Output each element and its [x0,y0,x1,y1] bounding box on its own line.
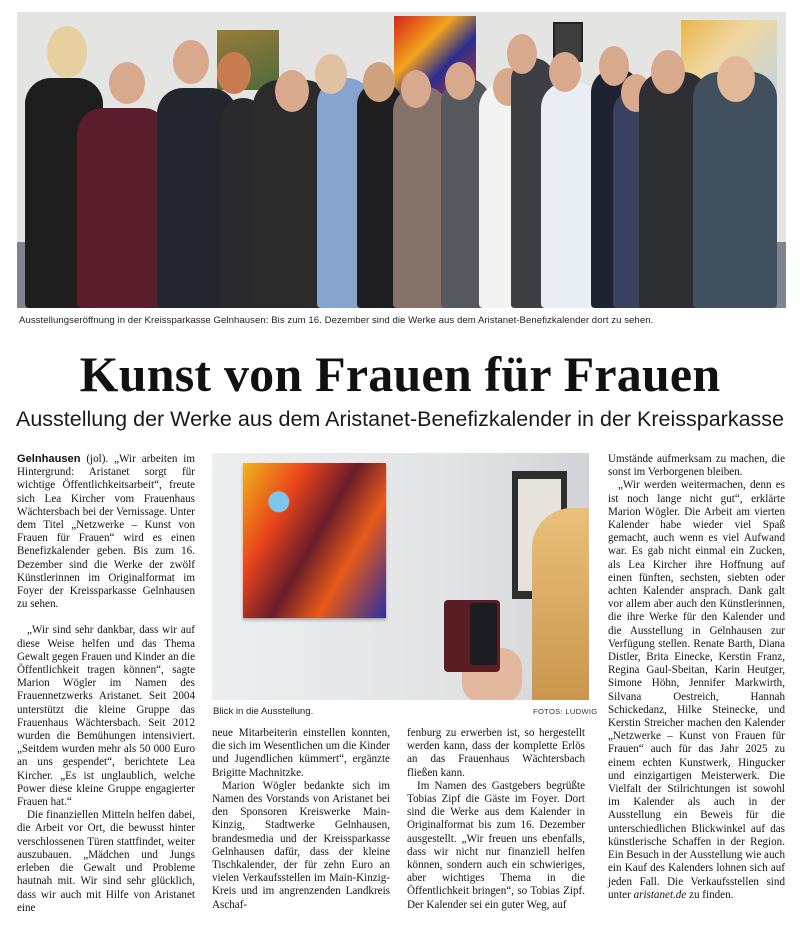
person-head [275,70,309,112]
person-head [401,70,431,108]
photo-caption: Blick in die Ausstellung. [213,706,314,717]
visitor-hair [532,508,589,700]
paragraph-text: zu finden. [686,888,734,901]
dateline: Gelnhausen [17,453,81,465]
person-head [445,62,475,100]
person-head [549,52,581,92]
paragraph: fenburg zu erwerben ist, so hergestellt werden kann, dass der komplette Erlös an das Frauenhaus Wächtersbach fließen kann. [407,727,585,779]
paragraph: Die finanziellen Mitteln helfen dabei, die Arbeit vor Ort, die bewusst hinter verschlossenen Türen stattfindet, weiter auszubauen. „Mädchen und Jungs erleben die Gewalt und Probleme hautnah mit. Wir sind sehr glücklich, dass wir auch mit Hilfe von Aristanet eine [17,809,195,914]
paragraph [608,479,785,902]
person-head [315,54,347,94]
person-head [651,50,685,94]
abstract-painting [243,463,386,618]
person-head [217,52,251,94]
paragraph: Marion Wögler bedankte sich im Namen des Vorstands von Aristanet bei den Sponsoren Kreiswerke Main-Kinzig, Stadtwerke Gelnhausen, brandesmedia und der Kreissparkasse Gelnhausen dafür, dass der kleine Tischkalender, der für zehn Euro an vielen Verkaufsstellen im Main-Kinzig-Kreis und im angrenzenden Landkreis Aschaf- [212,779,390,911]
headline: Kunst von Frauen für Frauen [79,346,721,402]
paragraph: Umstände aufmerksam zu machen, die sonst im Verborgenen bleiben. [608,453,785,479]
article-column-1 [17,453,195,915]
person [77,108,169,308]
website-link[interactable]: aristanet.de [633,888,687,901]
person-head [47,26,87,78]
photo-caption: Ausstellungseröffnung in der Kreissparkasse Gelnhausen: Bis zum 16. Dezember sind die Werke aus dem Aristanet-Benefizkalender dort zu sehen. [19,315,654,326]
person-head [173,40,209,84]
person-head [507,34,537,74]
paragraph: „Wir sind sehr dankbar, dass wir auf diese Weise helfen und das Thema Gewalt gegen Frauen und Kinder an die Öffentlichkeit tragen können“, sagte Marion Wögler im Namen des Frauennetzwerks Aristanet. Seit 2004 unterstützt die kleine Gruppe das Frauenhaus Wächtersbach. Seit 2012 wurden die Bemühungen intensiviert. „Seitdem wurden mehr als 50 000 Euro an uns gespendet“, berichtete Lea Kircher. „Es ist unglaublich, welche Power diese kleine Gruppe engagierter Frauen hat.“ [17,624,195,809]
paragraph: neue Mitarbeiterin einstellen konnten, die sich im Wesentlichen um die Kinder und Jugendlichen kümmert“, ergänzte Brigitte Machnitzke. [212,727,390,779]
person-head [109,62,145,104]
person-head [363,62,395,102]
article-column-2 [212,727,390,912]
paragraph-text: „Wir werden weitermachen, denn es ist noch lange nicht gut“, erklärte Marion Wögler. Die Arbeit am vierten Kalender habe wieder viel Spaß gemacht, auch wenn es viel Aufwand war. Es gab nicht einmal ein Zucken, als Lea Kircher ihre Hoffnung auf einen fünften, sechsten, siebten oder achten Kalender ansprach. Dank galt vor allem aber auch den Künstlerinnen, die ihre Werke für den Kalender und die Ausstellung in Gelnhausen zur Verfügung stellen. Renate Barth, Diana Distler, Brita Einecke, Kerstin Franz, Regina Gaul-Sbeitan, Karin Heutger, Simone Höhn, Jennifer Markwirth, Silvana Oestreich, Hannah Schickedanz, Hilke Steinecke, und Kerstin Streicher machen den Kalender „Netzwerke – Kunst von Frauen für Frauen“ auch für das Jahr 2025 zu einem echten Kunstwerk, Hingucker und einzigartigen Meisterwerk. Die Vielfalt der Stilrichtungen ist sowohl im Kalender als auch in der Ausstellung ein Beweis für die unterschiedlichen Blickwinkel auf das künstlerische Schaffen in der Region. Ein Besuch in der Ausstellung wie auch ein Kauf des Kalenders lohnen sich auf jeden Fall. Die Verkaufsstellen sind unter [608,479,785,901]
article-column-4 [608,453,785,902]
exhibition-photo [212,453,589,700]
article-column-3 [407,727,585,912]
person [693,72,777,308]
group-photo [17,12,786,308]
person-head [717,56,755,102]
paragraph: Im Namen des Gastgebers begrüßte Tobias Zipf die Gäste im Foyer. Dort sind die Werke aus dem Kalender in Originalformat bis zum 16. Dezember ausgestellt. „Wir freuen uns ebenfalls, dass wir nicht nur finanziell helfen können, sondern auch ein schwieriges, aber wichtiges Thema in die Öffentlichkeit bringen“, so Tobias Zipf. Der Kalender sei ein guter Weg, auf [407,779,585,911]
subheadline: Ausstellung der Werke aus dem Aristanet-Benefizkalender in der Kreissparkasse [15,407,785,431]
paragraph [17,453,195,611]
photo-credit: FOTOS: LUDWIG [533,707,598,716]
smartphone [444,600,500,672]
paragraph-text: (jol). „Wir arbeiten im Hintergrund: Aristanet sorgt für wichtige Öffentlichkeitsarbeit“, freute sich Lea Kircher vom Frauenhaus Wächtersbach bei der Vernissage. Unter dem Titel „Netzwerke – Kunst von Frauen für Frauen“ wird es einen Benefizkalender geben. Bis zum 16. Dezember sind die Werke der zwölf Künstlerinnen im Originalformat im Foyer der Kreissparkasse Gelnhausen zu sehen. [17,453,195,611]
